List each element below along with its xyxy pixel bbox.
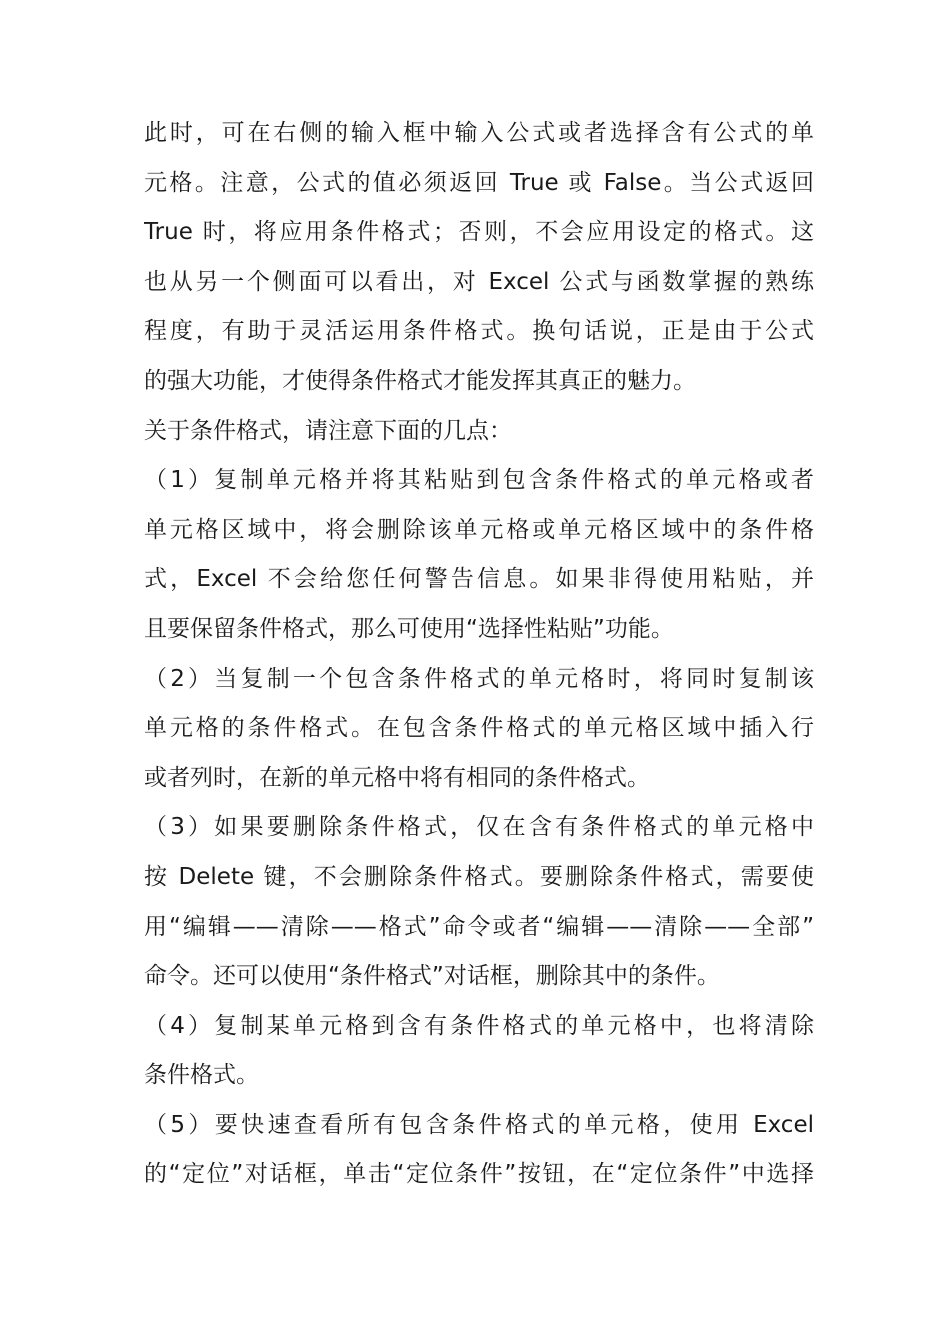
text-line: 且要保留条件格式，那么可使用“选择性粘贴”功能。 [144, 615, 674, 642]
text-line: 或者列时，在新的单元格中将有相同的条件格式。 [144, 764, 650, 791]
text-line: （4）复制某单元格到含有条件格式的单元格中，也将清除 [144, 1012, 814, 1039]
text-line: 关于条件格式，请注意下面的几点： [144, 417, 512, 444]
text-line: 程度，有助于灵活运用条件格式。换句话说，正是由于公式 [144, 318, 814, 345]
text-line: True 时，将应用条件格式；否则，不会应用设定的格式。这 [144, 219, 814, 246]
text-line: 命令。还可以使用“条件格式”对话框，删除其中的条件。 [144, 963, 720, 990]
text-line: （2）当复制一个包含条件格式的单元格时，将同时复制该 [144, 665, 814, 692]
text-line: 的强大功能，才使得条件格式才能发挥其真正的魅力。 [144, 367, 696, 394]
body-text [144, 109, 814, 1200]
text-line: 单元格的条件格式。在包含条件格式的单元格区域中插入行 [144, 715, 814, 742]
text-line: 按 Delete 键，不会删除条件格式。要删除条件格式，需要使 [144, 863, 814, 890]
text-line: 的“定位”对话框，单击“定位条件”按钮，在“定位条件”中选择 [144, 1161, 814, 1188]
text-line: 此时，可在右侧的输入框中输入公式或者选择含有公式的单 [144, 120, 814, 146]
text-line: （5）要快速查看所有包含条件格式的单元格，使用 Excel [144, 1111, 814, 1138]
text-line: 式，Excel 不会给您任何警告信息。如果非得使用粘贴，并 [144, 566, 814, 593]
text-line: 单元格区域中，将会删除该单元格或单元格区域中的条件格 [144, 516, 814, 543]
text-line: （1）复制单元格并将其粘贴到包含条件格式的单元格或者 [144, 467, 814, 494]
text-line: 元格。注意，公式的值必须返回 True 或 False。当公式返回 [144, 169, 814, 196]
text-line: 条件格式。 [144, 1062, 259, 1089]
text-line: 用“编辑——清除——格式”命令或者“编辑——清除——全部” [144, 913, 814, 940]
text-line: （3）如果要删除条件格式，仅在含有条件格式的单元格中 [144, 814, 814, 841]
text-line: 也从另一个侧面可以看出，对 Excel 公式与函数掌握的熟练 [144, 268, 814, 295]
